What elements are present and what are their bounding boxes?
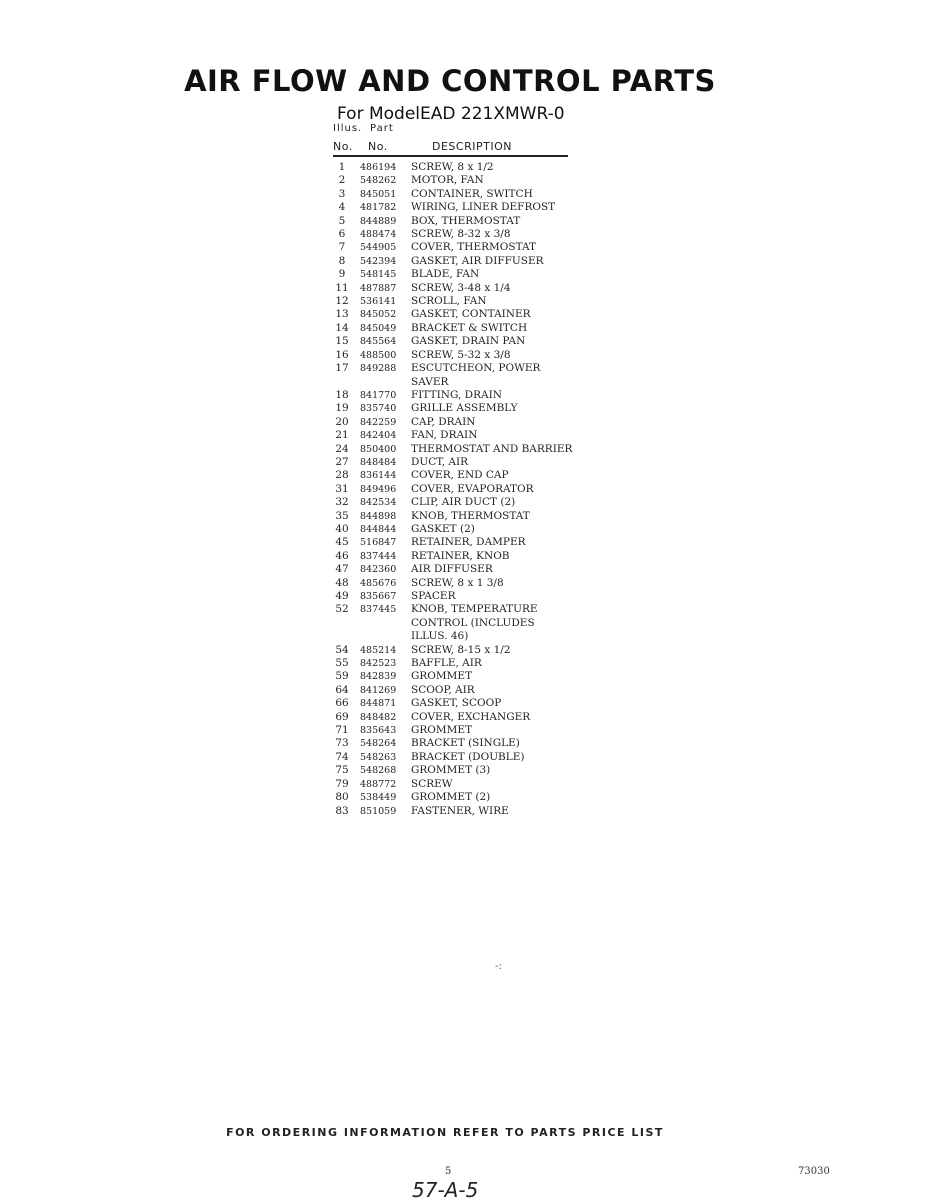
parts-row xyxy=(334,657,634,670)
part-description: FASTENER, WIRE xyxy=(411,804,509,817)
parts-row xyxy=(334,697,634,710)
illus-header-bottom: No. xyxy=(333,140,353,153)
part-number: 841269 xyxy=(360,684,397,696)
illus-number: 16 xyxy=(335,348,349,361)
part-description: GASKET (2) xyxy=(411,522,475,535)
part-number: 851059 xyxy=(360,805,397,817)
illus-number: 1 xyxy=(338,161,346,173)
parts-row xyxy=(334,711,634,724)
parts-row xyxy=(334,443,634,456)
part-description: COVER, EXCHANGER xyxy=(411,710,531,723)
part-number: 835643 xyxy=(360,725,397,737)
parts-row xyxy=(334,335,634,348)
part-description: SCOOP, AIR xyxy=(411,683,475,696)
part-description: GROMMET xyxy=(411,670,473,683)
part-description: RETAINER, KNOB xyxy=(411,549,510,562)
part-description: BRACKET (SINGLE) xyxy=(411,737,520,750)
part-number: 842360 xyxy=(360,564,397,576)
illus-number: 8 xyxy=(338,254,346,267)
part-description: CONTAINER, SWITCH xyxy=(411,187,533,200)
illus-number: 3 xyxy=(338,187,346,200)
parts-row xyxy=(334,295,634,308)
model-subtitle: For ModelEAD 221XMWR-0 xyxy=(337,104,565,124)
illus-number: 17 xyxy=(335,362,349,375)
illus-number: 11 xyxy=(335,281,349,294)
illus-number: 47 xyxy=(335,563,349,576)
part-description: SCREW xyxy=(411,777,453,790)
part-number: 538449 xyxy=(360,792,397,804)
parts-row xyxy=(334,416,634,429)
part-number: 488474 xyxy=(360,229,397,241)
part-number: 835740 xyxy=(360,403,397,415)
part-description: KNOB, THERMOSTAT xyxy=(411,509,530,522)
illus-number: 15 xyxy=(335,335,349,348)
part-number: 548145 xyxy=(360,269,397,281)
parts-row xyxy=(334,174,634,187)
part-number: 845051 xyxy=(360,188,397,200)
parts-row xyxy=(334,644,634,657)
parts-row xyxy=(334,536,634,549)
part-number: 850400 xyxy=(360,443,397,455)
parts-row xyxy=(334,724,634,737)
part-number: 481782 xyxy=(360,202,397,214)
parts-row xyxy=(334,805,634,818)
illus-number: 69 xyxy=(335,710,349,723)
part-description: SCREW, 3-48 x 1/4 xyxy=(411,281,511,294)
illus-number: 24 xyxy=(335,442,349,455)
parts-row xyxy=(334,791,634,804)
illus-number: 7 xyxy=(338,241,346,254)
parts-row xyxy=(334,215,634,228)
part-number: 487887 xyxy=(360,282,397,294)
illus-number: 74 xyxy=(335,750,349,763)
illus-number: 45 xyxy=(335,536,349,549)
illus-number: 27 xyxy=(335,455,349,468)
parts-row xyxy=(334,389,634,402)
illus-number: 52 xyxy=(335,603,349,616)
parts-row xyxy=(334,322,634,335)
illus-number: 35 xyxy=(335,509,349,522)
part-description: SCROLL, FAN xyxy=(411,295,487,308)
catalog-number: 73030 xyxy=(798,1166,830,1177)
part-description: RETAINER, DAMPER xyxy=(411,536,526,549)
parts-row xyxy=(334,510,634,523)
illus-number: 66 xyxy=(335,697,349,710)
parts-row xyxy=(334,577,634,590)
part-description: GASKET, AIR DIFFUSER xyxy=(411,254,544,267)
parts-row xyxy=(334,201,634,214)
part-number: 516847 xyxy=(360,537,397,549)
parts-row xyxy=(334,684,634,697)
illus-number: 49 xyxy=(335,590,349,602)
part-description: GROMMET (2) xyxy=(411,791,491,804)
part-number: 845052 xyxy=(360,309,397,321)
part-description: COVER, THERMOSTAT xyxy=(411,241,537,254)
illus-number: 80 xyxy=(335,791,349,804)
part-number: 844871 xyxy=(360,698,397,710)
part-number: 842839 xyxy=(360,671,397,683)
parts-row xyxy=(334,456,634,469)
parts-row xyxy=(334,751,634,764)
part-description: ESCUTCHEON, POWER SAVER xyxy=(411,362,541,388)
part-number: 842523 xyxy=(360,658,397,670)
part-description: GASKET, DRAIN PAN xyxy=(411,335,526,348)
part-description: SCREW, 8 x 1/2 xyxy=(411,161,494,173)
parts-row xyxy=(334,228,634,241)
part-description: BRACKET (DOUBLE) xyxy=(411,750,525,763)
part-number: 842259 xyxy=(360,416,397,428)
part-number: 548264 xyxy=(360,738,397,750)
description-header: DESCRIPTION xyxy=(432,140,512,153)
part-description: GASKET, SCOOP xyxy=(411,697,502,710)
part-description: GROMMET xyxy=(411,724,473,737)
parts-row xyxy=(334,429,634,442)
illus-number: 59 xyxy=(335,670,349,683)
part-number: 542394 xyxy=(360,255,397,267)
parts-row xyxy=(334,603,634,643)
part-description: COVER, EVAPORATOR xyxy=(411,482,534,495)
illus-number: 79 xyxy=(335,777,349,790)
part-description: MOTOR, FAN xyxy=(411,174,484,187)
illus-number: 4 xyxy=(338,201,346,214)
illus-number: 12 xyxy=(335,295,349,308)
part-number: 835667 xyxy=(360,591,397,602)
part-description: SCREW, 8-32 x 3/8 xyxy=(411,228,511,241)
part-description: BRACKET & SWITCH xyxy=(411,321,528,334)
part-number: 844844 xyxy=(360,523,397,535)
parts-row xyxy=(334,563,634,576)
part-description: WIRING, LINER DEFROST xyxy=(411,201,556,214)
part-header-top: Part xyxy=(370,123,394,134)
part-number: 837445 xyxy=(360,604,397,616)
illus-header-top: Illus. xyxy=(333,123,363,134)
part-description: GRILLE ASSEMBLY xyxy=(411,402,518,415)
part-description: BLADE, FAN xyxy=(411,268,480,281)
parts-row xyxy=(334,737,634,750)
illus-number: 9 xyxy=(338,268,346,281)
parts-row xyxy=(334,241,634,254)
part-number: 485214 xyxy=(360,644,397,656)
parts-row xyxy=(334,550,634,563)
ordering-footer: FOR ORDERING INFORMATION REFER TO PARTS PRICE LIST xyxy=(226,1126,664,1139)
part-description: FITTING, DRAIN xyxy=(411,388,502,401)
illus-number: 5 xyxy=(338,214,346,227)
part-number: 548262 xyxy=(360,175,397,187)
parts-row xyxy=(334,349,634,362)
illus-number: 54 xyxy=(335,643,349,656)
part-description: BOX, THERMOSTAT xyxy=(411,214,521,227)
part-number: 488500 xyxy=(360,349,397,361)
illus-number: 48 xyxy=(335,576,349,589)
part-description: GROMMET (3) xyxy=(411,764,491,777)
part-description: GASKET, CONTAINER xyxy=(411,308,531,321)
parts-row xyxy=(334,255,634,268)
illus-number: 19 xyxy=(335,402,349,415)
page-title: AIR FLOW AND CONTROL PARTS xyxy=(184,64,716,98)
parts-row xyxy=(334,469,634,482)
part-number: 849288 xyxy=(360,363,397,375)
illus-number: 40 xyxy=(335,522,349,535)
illus-number: 2 xyxy=(338,174,346,187)
parts-row xyxy=(334,764,634,777)
part-number: 836144 xyxy=(360,470,397,482)
part-description: CAP, DRAIN xyxy=(411,415,476,428)
part-description: SPACER xyxy=(411,590,456,602)
part-number: 488772 xyxy=(360,778,397,790)
part-description: DUCT, AIR xyxy=(411,455,469,468)
illus-number: 20 xyxy=(335,415,349,428)
illus-number: 55 xyxy=(335,657,349,670)
illus-number: 18 xyxy=(335,388,349,401)
parts-row xyxy=(334,778,634,791)
part-number: 536141 xyxy=(360,296,397,308)
handwritten-note: 57-A-5 xyxy=(412,1178,479,1202)
parts-list xyxy=(334,161,634,818)
part-number: 548268 xyxy=(360,765,397,777)
illus-number: 83 xyxy=(335,804,349,817)
part-number: 848484 xyxy=(360,456,397,468)
part-number: 844898 xyxy=(360,510,397,522)
part-description: SCREW, 8-15 x 1/2 xyxy=(411,643,511,656)
parts-row xyxy=(334,282,634,295)
part-description: FAN, DRAIN xyxy=(411,429,478,442)
illus-number: 6 xyxy=(338,228,346,241)
illus-number: 14 xyxy=(335,321,349,334)
parts-row xyxy=(334,188,634,201)
part-number: 548263 xyxy=(360,751,397,763)
part-description: BAFFLE, AIR xyxy=(411,657,482,670)
illus-number: 32 xyxy=(335,496,349,509)
illus-number: 21 xyxy=(335,429,349,442)
part-number: 841770 xyxy=(360,389,397,401)
illus-number: 46 xyxy=(335,549,349,562)
part-number: 842404 xyxy=(360,430,397,442)
part-number: 486194 xyxy=(360,162,397,173)
part-number: 849496 xyxy=(360,483,397,495)
parts-row xyxy=(334,670,634,683)
part-description: COVER, END CAP xyxy=(411,469,509,482)
parts-row xyxy=(334,362,634,389)
illus-number: 71 xyxy=(335,724,349,737)
page-number: 5 xyxy=(445,1166,452,1177)
part-description: KNOB, TEMPERATURE CONTROL (INCLUDES ILLUS. 46) xyxy=(411,603,538,643)
part-description: THERMOSTAT AND BARRIER xyxy=(411,442,573,455)
part-header-bottom: No. xyxy=(368,140,388,153)
illus-number: 28 xyxy=(335,469,349,482)
illus-number: 64 xyxy=(335,683,349,696)
header-rule xyxy=(333,155,568,157)
part-description: SCREW, 5-32 x 3/8 xyxy=(411,348,511,361)
parts-row xyxy=(334,161,634,174)
part-number: 848482 xyxy=(360,711,397,723)
part-description: CLIP, AIR DUCT (2) xyxy=(411,496,516,509)
parts-row xyxy=(334,523,634,536)
part-number: 845049 xyxy=(360,322,397,334)
part-number: 845564 xyxy=(360,336,397,348)
parts-row xyxy=(334,483,634,496)
part-number: 842534 xyxy=(360,497,397,509)
parts-row xyxy=(334,402,634,415)
part-number: 544905 xyxy=(360,242,397,254)
part-number: 485676 xyxy=(360,577,397,589)
parts-row xyxy=(334,590,634,603)
illus-number: 13 xyxy=(335,308,349,321)
illus-number: 73 xyxy=(335,737,349,750)
parts-row xyxy=(334,496,634,509)
scan-speck: -: xyxy=(495,961,502,972)
illus-number: 31 xyxy=(335,482,349,495)
illus-number: 75 xyxy=(335,764,349,777)
part-number: 844889 xyxy=(360,215,397,227)
part-number: 837444 xyxy=(360,550,397,562)
part-description: SCREW, 8 x 1 3/8 xyxy=(411,576,504,589)
parts-row xyxy=(334,268,634,281)
part-description: AIR DIFFUSER xyxy=(411,563,493,576)
parts-row xyxy=(334,308,634,321)
